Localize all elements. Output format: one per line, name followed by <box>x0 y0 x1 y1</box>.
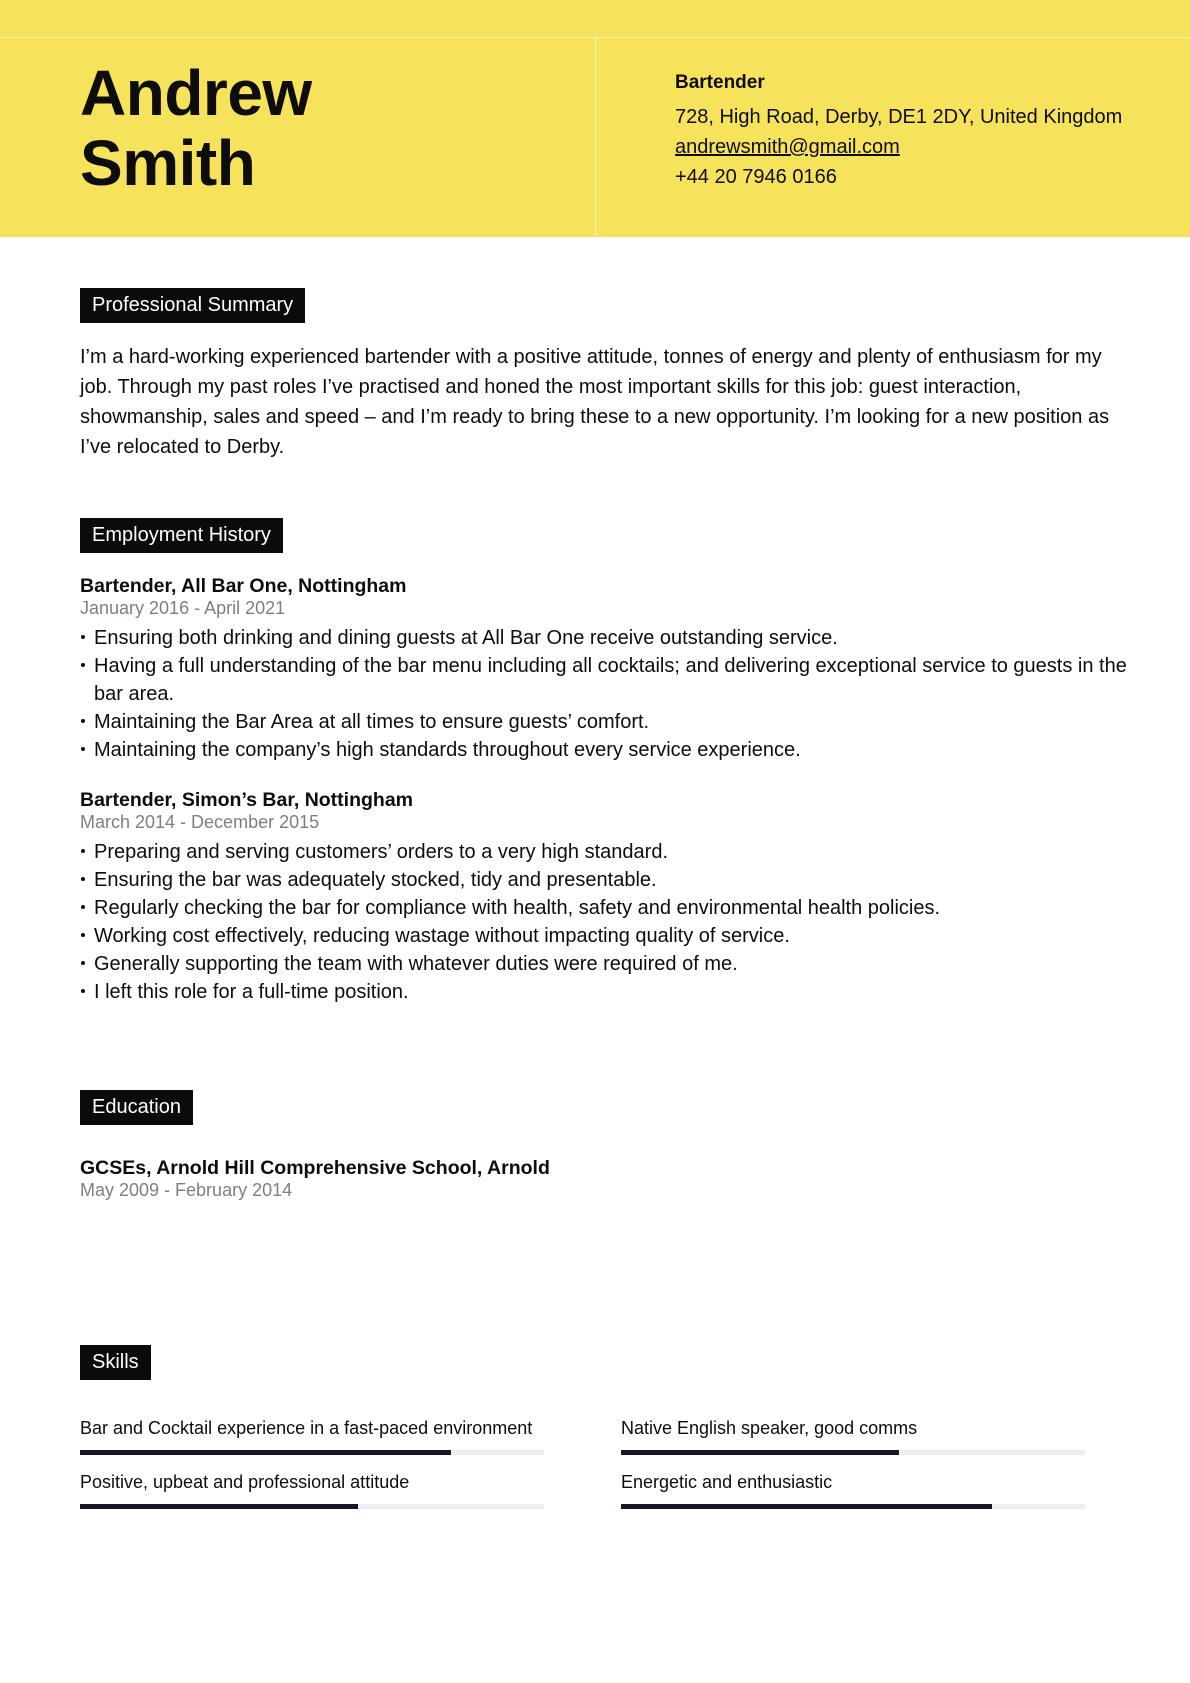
employment-duties <box>80 624 1130 764</box>
header-divider-vertical <box>595 37 596 237</box>
skill-level-fill <box>621 1504 992 1509</box>
skill-level-fill <box>80 1450 451 1455</box>
education-entry <box>80 1156 1130 1200</box>
skill-name: Energetic and enthusiastic <box>621 1472 833 1492</box>
employment-duties <box>80 838 1130 1006</box>
address: 728, High Road, Derby, DE1 2DY, United Kingdom <box>675 106 1123 128</box>
duty-item: Having a full understanding of the bar menu including all cocktails; and delivering exceptional service to guests in the bar area. <box>80 652 1130 708</box>
first-name: Andrew <box>80 57 312 129</box>
skill-item <box>621 1416 1085 1455</box>
resume-header <box>0 0 1190 237</box>
skill-level-bar <box>80 1504 544 1509</box>
job-title: Bartender <box>675 72 765 93</box>
duty-item: Regularly checking the bar for compliance with health, safety and environmental health policies. <box>80 894 1130 922</box>
employment-entry <box>80 788 1130 1006</box>
skill-name: Positive, upbeat and professional attitude <box>80 1472 410 1492</box>
skills-heading: Skills <box>80 1345 151 1380</box>
employment-heading: Employment History <box>80 518 283 553</box>
education-dates: May 2009 - February 2014 <box>80 1180 293 1200</box>
duty-item: Maintaining the Bar Area at all times to ensure guests’ comfort. <box>80 708 1130 736</box>
skill-level-bar <box>621 1450 1085 1455</box>
skill-item <box>80 1416 544 1455</box>
employment-entry <box>80 574 1130 764</box>
duty-item: Ensuring the bar was adequately stocked, tidy and presentable. <box>80 866 1130 894</box>
summary-text: I’m a hard-working experienced bartender with a positive attitude, tonnes of energy and plenty of enthusiasm for my job. Through my past roles I’ve practised and honed the most important skills for this job: guest interaction, showmanship, sales and speed – and I’m ready to bring these to a new opportunity. I’m looking for a new position as I’ve relocated to Derby. <box>80 346 1110 458</box>
employment-title: Bartender, All Bar One, Nottingham <box>80 575 407 597</box>
email-link[interactable]: andrewsmith@gmail.com <box>675 136 900 158</box>
last-name: Smith <box>80 127 256 199</box>
skill-level-bar <box>80 1450 544 1455</box>
employment-dates: March 2014 - December 2015 <box>80 812 320 832</box>
skill-level-bar <box>621 1504 1085 1509</box>
duty-item: Preparing and serving customers’ orders to a very high standard. <box>80 838 1130 866</box>
duty-item: I left this role for a full-time position. <box>80 978 1130 1006</box>
education-title: GCSEs, Arnold Hill Comprehensive School, Arnold <box>80 1157 550 1179</box>
duty-item: Generally supporting the team with whatever duties were required of me. <box>80 950 1130 978</box>
skill-item <box>621 1470 1085 1509</box>
skill-item <box>80 1470 544 1509</box>
education-heading: Education <box>80 1090 193 1125</box>
skill-level-fill <box>80 1504 358 1509</box>
skill-name: Native English speaker, good comms <box>621 1418 918 1438</box>
employment-dates: January 2016 - April 2021 <box>80 598 286 618</box>
employment-title: Bartender, Simon’s Bar, Nottingham <box>80 789 414 811</box>
summary-heading: Professional Summary <box>80 288 305 323</box>
duty-item: Working cost effectively, reducing wastage without impacting quality of service. <box>80 922 1130 950</box>
skill-level-fill <box>621 1450 899 1455</box>
skill-name: Bar and Cocktail experience in a fast-paced environment <box>80 1418 533 1438</box>
duty-item: Maintaining the company’s high standards throughout every service experience. <box>80 736 1130 764</box>
phone: +44 20 7946 0166 <box>675 166 837 188</box>
duty-item: Ensuring both drinking and dining guests at All Bar One receive outstanding service. <box>80 624 1130 652</box>
contact-details <box>675 70 1122 192</box>
candidate-name <box>80 58 312 198</box>
